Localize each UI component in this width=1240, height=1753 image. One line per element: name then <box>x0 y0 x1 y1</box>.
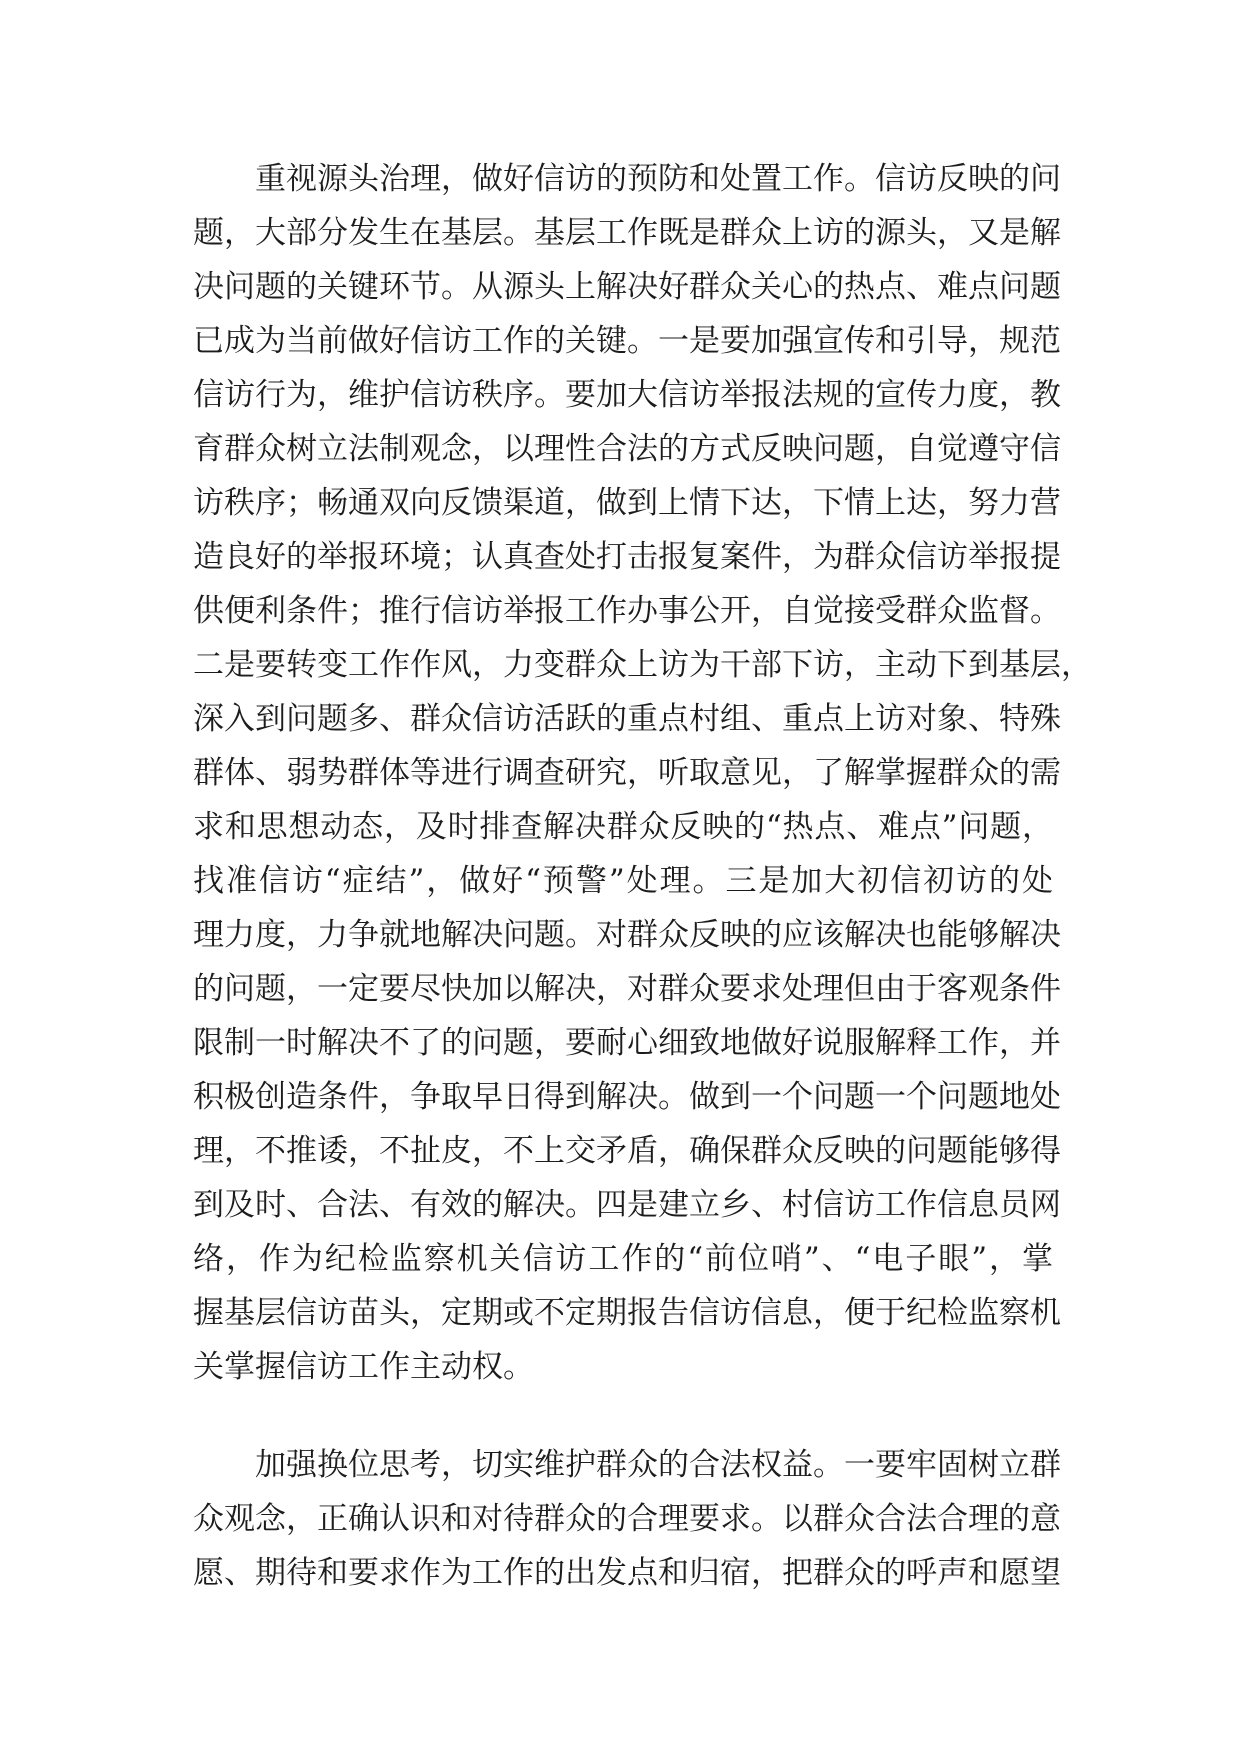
paragraph-line: 的问题，一定要尽快加以解决，对群众要求处理但由于客观条件 <box>193 971 1061 1007</box>
paragraph-1 <box>193 152 1092 1394</box>
paragraph-line: 众观念，正确认识和对待群众的合理要求。以群众合法合理的意 <box>193 1501 1061 1537</box>
paragraph-line: 关掌握信访工作主动权。 <box>193 1349 534 1385</box>
paragraph-line: 加强换位思考，切实维护群众的合法权益。一要牢固树立群 <box>255 1447 1061 1483</box>
paragraph-line: 决问题的关键环节。从源头上解决好群众关心的热点、难点问题 <box>193 269 1061 305</box>
paragraph-line: 络，作为纪检监察机关信访工作的“前位哨”、“电子眼”，掌 <box>193 1241 1053 1277</box>
paragraph-line: 限制一时解决不了的问题，要耐心细致地做好说服解释工作，并 <box>193 1025 1061 1061</box>
paragraph-2 <box>193 1438 1061 1600</box>
paragraph-line: 深入到问题多、群众信访活跃的重点村组、重点上访对象、特殊 <box>193 701 1061 737</box>
paragraph-line: 题，大部分发生在基层。基层工作既是群众上访的源头，又是解 <box>193 215 1061 251</box>
paragraph-line: 积极创造条件，争取早日得到解决。做到一个问题一个问题地处 <box>193 1079 1061 1115</box>
paragraph-line: 造良好的举报环境；认真查处打击报复案件，为群众信访举报提 <box>193 539 1061 575</box>
paragraph-line: 育群众树立法制观念，以理性合法的方式反映问题，自觉遵守信 <box>193 431 1061 467</box>
paragraph-line: 重视源头治理，做好信访的预防和处置工作。信访反映的问 <box>255 161 1061 197</box>
paragraph-line: 求和思想动态，及时排查解决群众反映的“热点、难点”问题， <box>193 809 1053 845</box>
paragraph-line: 握基层信访苗头，定期或不定期报告信访信息，便于纪检监察机 <box>193 1295 1061 1331</box>
paragraph-line: 已成为当前做好信访工作的关键。一是要加强宣传和引导，规范 <box>193 323 1061 359</box>
paragraph-line: 供便利条件；推行信访举报工作办事公开，自觉接受群众监督。 <box>193 593 1061 629</box>
paragraph-line: 群体、弱势群体等进行调查研究，听取意见，了解掌握群众的需 <box>193 755 1061 791</box>
paragraph-line: 到及时、合法、有效的解决。四是建立乡、村信访工作信息员网 <box>193 1187 1061 1223</box>
document-body <box>193 152 1092 1600</box>
paragraph-line: 愿、期待和要求作为工作的出发点和归宿，把群众的呼声和愿望 <box>193 1555 1061 1591</box>
paragraph-line: 理力度，力争就地解决问题。对群众反映的应该解决也能够解决 <box>193 917 1061 953</box>
paragraph-line: 信访行为，维护信访秩序。要加大信访举报法规的宣传力度，教 <box>193 377 1061 413</box>
paragraph-spacer <box>193 1394 1053 1438</box>
paragraph-line: 二是要转变工作作风，力变群众上访为干部下访，主动下到基层， <box>193 647 1092 683</box>
paragraph-line: 访秩序；畅通双向反馈渠道，做到上情下达，下情上达，努力营 <box>193 485 1061 521</box>
paragraph-line: 找准信访“症结”，做好“预警”处理。三是加大初信初访的处 <box>193 863 1053 899</box>
paragraph-line: 理，不推诿，不扯皮，不上交矛盾，确保群众反映的问题能够得 <box>193 1133 1061 1169</box>
